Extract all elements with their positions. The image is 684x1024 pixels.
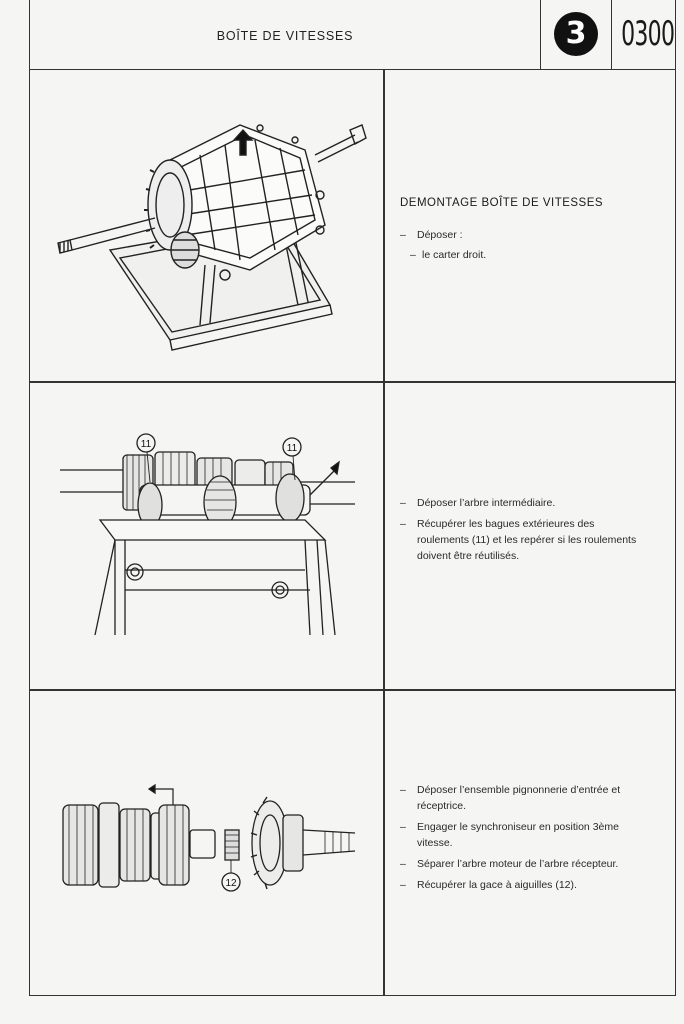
callout-12: 12 [225,878,237,889]
step-item [400,819,645,851]
step-item [400,516,645,564]
page-code: 0300 [621,14,675,54]
step-item [400,495,645,511]
section-2-text [400,495,645,564]
step-item [400,856,645,872]
shaft-separation-illustration [55,775,370,905]
step-item [400,782,645,814]
section-heading: DEMONTAGE BOÎTE DE VITESSES [400,197,604,209]
bullet-dash: – [400,518,406,530]
bullet-dash: – [400,497,406,509]
page-header [29,0,676,70]
page-code-box [611,0,677,69]
section-1-text [400,195,660,263]
bullet-dash: – [400,821,406,833]
substep-item [400,247,660,263]
page-title: BOÎTE DE VITESSES [216,29,354,43]
bullet-dash: – [400,229,406,241]
bullet-dash: – [400,879,406,891]
callout-11-left: 11 [140,439,152,450]
row-divider-1 [29,381,676,383]
step-text: Déposer l’ensemble pignonnerie d’entrée et réceptrice. [417,784,621,812]
section-number-box [540,0,612,69]
callout-11-right: 11 [286,443,298,454]
substep-text: le carter droit. [422,249,487,261]
step-text: Déposer : [417,229,463,241]
column-divider [383,69,385,995]
gearbox-housing-illustration [50,100,370,360]
section-3-text [400,782,645,893]
bullet-dash: – [410,249,416,261]
step-text: Déposer l’arbre intermédiaire. [417,497,556,509]
row-divider-2 [29,689,676,691]
bullet-dash: – [400,858,406,870]
step-text: Récupérer les bagues extérieures des roulements (11) et les repérer si les roulements doivent être réutilisés. [417,518,637,562]
step-item [400,227,660,243]
bullet-dash: – [400,784,406,796]
step-text: Séparer l’arbre moteur de l’arbre récepteur. [417,858,619,870]
step-text: Engager le synchroniseur en position 3ème vitesse. [417,821,619,849]
step-text: Récupérer la gace à aiguilles (12). [417,879,577,891]
section-number-badge: 3 [554,12,598,56]
countershaft-illustration [55,430,365,640]
step-item [400,877,645,893]
